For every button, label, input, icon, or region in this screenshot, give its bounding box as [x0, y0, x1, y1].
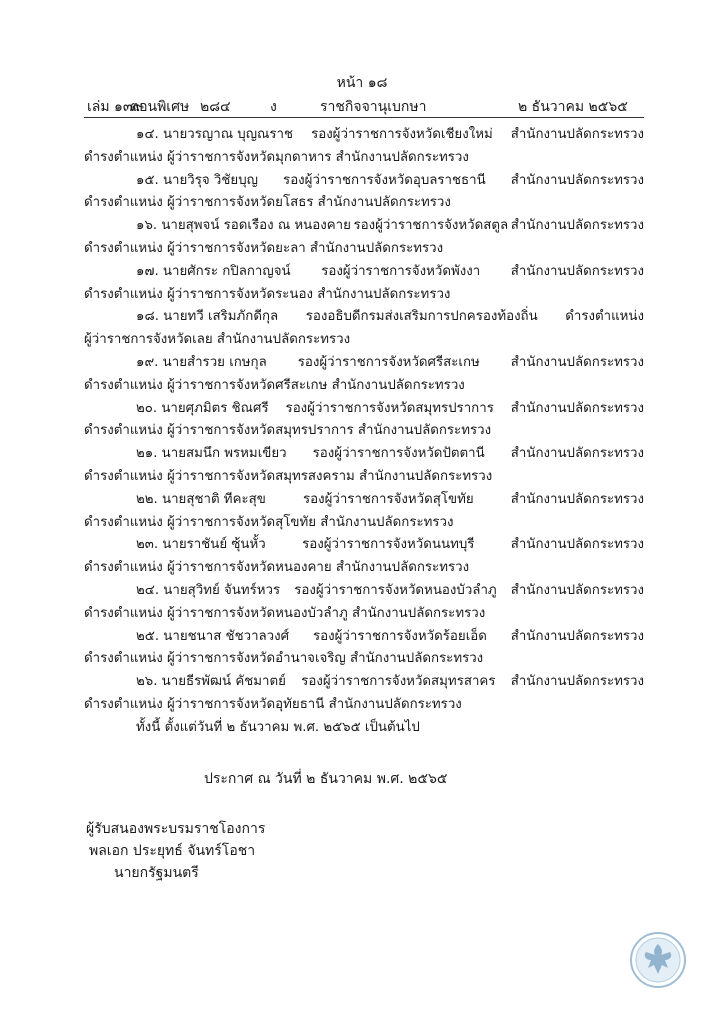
entry-current-position: รองผู้ว่าราชการจังหวัดสตูล [353, 218, 509, 234]
appointment-entry [84, 306, 644, 352]
entry-new-position: ดำรงตำแหน่ง ผู้ว่าราชการจังหวัดอำนาจเจริญ สำนักงานปลัดกระทรวง [84, 651, 484, 667]
section-label: ง [270, 99, 277, 115]
issue-number: ๒๘๔ [200, 99, 231, 115]
appointment-entry [84, 671, 644, 717]
entry-new-position: ดำรงตำแหน่ง ผู้ว่าราชการจังหวัดหนองบัวลำภู สำนักงานปลัดกระทรวง [84, 605, 486, 621]
appointment-entry [84, 124, 644, 170]
entry-current-position: รองผู้ว่าราชการจังหวัดร้อยเอ็ด [313, 628, 487, 644]
entry-office: ดำรงตำแหน่ง [565, 309, 644, 325]
gazette-name: ราชกิจจานุเบกษา [320, 99, 427, 115]
entry-new-position: ดำรงตำแหน่ง ผู้ว่าราชการจังหวัดยโสธร สำนักงานปลัดกระทรวง [84, 195, 451, 211]
entry-current-position: รองผู้ว่าราชการจังหวัดสมุทรปราการ [285, 400, 494, 416]
countersignature-block [86, 818, 265, 884]
entry-office: สำนักงานปลัดกระทรวง [510, 172, 644, 188]
appointment-entry [84, 170, 644, 216]
entry-name: ๑๗. นายศักระ กปิลกาญจน์ [136, 263, 291, 279]
entry-name: ๒๕. นายชนาส ชัชวาลวงศ์ [136, 628, 290, 644]
special-issue-label: ตอนพิเศษ [130, 99, 190, 115]
entry-office: สำนักงานปลัดกระทรวง [510, 491, 644, 507]
entry-name: ๒๔. นายสุวิทย์ จันทร์หวร [136, 582, 281, 598]
appointment-entry [84, 352, 644, 398]
entry-office: สำนักงานปลัดกระทรวง [510, 218, 644, 234]
entry-office: สำนักงานปลัดกระทรวง [510, 400, 644, 416]
countersign-title: ผู้รับสนองพระบรมราชโองการ [86, 821, 266, 837]
appointment-entry [84, 443, 644, 489]
entry-office: สำนักงานปลัดกระทรวง [510, 263, 644, 279]
entry-new-position: ดำรงตำแหน่ง ผู้ว่าราชการจังหวัดสมุทรสงคราม สำนักงานปลัดกระทรวง [84, 468, 493, 484]
entry-name: ๒๖. นายธีรพัฒน์ คัชมาตย์ [136, 674, 286, 690]
effective-date-clause: ทั้งนี้ ตั้งแต่วันที่ ๒ ธันวาคม พ.ศ. ๒๕๖๕ เป็นต้นไป [136, 719, 420, 735]
entry-new-position: ดำรงตำแหน่ง ผู้ว่าราชการจังหวัดยะลา สำนักงานปลัดกระทรวง [84, 240, 444, 256]
entry-office: สำนักงานปลัดกระทรวง [510, 537, 644, 553]
page-number: หน้า ๑๘ [336, 75, 388, 91]
issue-date: ๒ ธันวาคม ๒๕๖๕ [518, 99, 628, 115]
entry-office: สำนักงานปลัดกระทรวง [510, 674, 644, 690]
entry-current-position: รองผู้ว่าราชการจังหวัดสมุทรสาคร [301, 674, 496, 690]
entry-new-position: ดำรงตำแหน่ง ผู้ว่าราชการจังหวัดศรีสะเกษ สำนักงานปลัดกระทรวง [84, 377, 465, 393]
entry-current-position: รองผู้ว่าราชการจังหวัดเชียงใหม่ [311, 127, 493, 142]
entry-current-position: รองผู้ว่าราชการจังหวัดพังงา [321, 263, 481, 279]
entry-name: ๑๔. นายวรญาณ บุญณราช [136, 127, 294, 142]
entry-name: ๒๑. นายสมนึก พรหมเขียว [136, 446, 287, 462]
entry-name: ๒๐. นายศุภมิตร ชิณศรี [136, 400, 269, 416]
entry-new-position: ดำรงตำแหน่ง ผู้ว่าราชการจังหวัดหนองคาย สำนักงานปลัดกระทรวง [84, 560, 470, 576]
appointment-entry [84, 626, 644, 672]
header-divider [84, 117, 644, 118]
announcement-date: ประกาศ ณ วันที่ ๒ ธันวาคม พ.ศ. ๒๕๖๕ [204, 771, 448, 787]
entry-current-position: รองอธิบดีกรมส่งเสริมการปกครองท้องถิ่น [305, 309, 538, 325]
entry-current-position: รองผู้ว่าราชการจังหวัดอุบลราชธานี [283, 172, 486, 188]
entry-new-position: ผู้ว่าราชการจังหวัดเลย สำนักงานปลัดกระทรวง [84, 332, 351, 348]
entry-new-position: ดำรงตำแหน่ง ผู้ว่าราชการจังหวัดอุทัยธานี สำนักงานปลัดกระทรวง [84, 696, 462, 712]
entry-current-position: รองผู้ว่าราชการจังหวัดสุโขทัย [302, 491, 474, 507]
entry-current-position: รองผู้ว่าราชการจังหวัดปัตตานี [312, 446, 485, 462]
appointment-entry [84, 215, 644, 261]
appointment-entry [84, 489, 644, 535]
appointment-list [84, 124, 644, 740]
appointment-entry [84, 534, 644, 580]
entry-name: ๑๕. นายวิรุจ วิชัยบุญ [136, 172, 258, 188]
appointment-entry [84, 580, 644, 626]
entry-name: ๑๘. นายทวี เสริมภักดีกุล [136, 309, 279, 325]
entry-office: สำนักงานปลัดกระทรวง [510, 628, 644, 644]
appointment-entry [84, 398, 644, 444]
entry-current-position: รองผู้ว่าราชการจังหวัดหนองบัวลำภู [294, 582, 497, 598]
entry-new-position: ดำรงตำแหน่ง ผู้ว่าราชการจังหวัดระนอง สำนักงานปลัดกระทรวง [84, 286, 451, 302]
entry-new-position: ดำรงตำแหน่ง ผู้ว่าราชการจังหวัดมุกดาหาร สำนักงานปลัดกระทรวง [84, 149, 469, 165]
entry-office: สำนักงานปลัดกระทรวง [510, 354, 644, 370]
entry-office: สำนักงานปลัดกระทรวง [510, 446, 644, 462]
signatory-position: นายกรัฐมนตรี [114, 865, 199, 881]
signatory-name: พลเอก ประยุทธ์ จันทร์โอชา [89, 843, 256, 859]
entry-name: ๒๒. นายสุชาติ ทีคะสุข [136, 491, 266, 507]
entry-office: สำนักงานปลัดกระทรวง [510, 582, 644, 598]
entry-current-position: รองผู้ว่าราชการจังหวัดนนทบุรี [302, 537, 475, 553]
entry-new-position: ดำรงตำแหน่ง ผู้ว่าราชการจังหวัดสมุทรปราการ สำนักงานปลัดกระทรวง [84, 423, 492, 439]
entry-office: สำนักงานปลัดกระทรวง [510, 127, 644, 142]
entry-current-position: รองผู้ว่าราชการจังหวัดศรีสะเกษ [297, 354, 480, 370]
volume-label: เล่ม ๑๓๙ [87, 99, 143, 115]
appointment-entry [84, 261, 644, 307]
entry-name: ๑๙. นายสำรวย เกษกุล [136, 354, 267, 370]
entry-new-position: ดำรงตำแหน่ง ผู้ว่าราชการจังหวัดสุโขทัย สำนักงานปลัดกระทรวง [84, 514, 454, 530]
entry-name: ๑๖. นายสุพจน์ รอดเรือง ณ หนองคาย [136, 218, 351, 234]
garuda-emblem-icon [628, 930, 688, 990]
entry-name: ๒๓. นายราชันย์ ซุ้นหั้ว [136, 537, 266, 553]
